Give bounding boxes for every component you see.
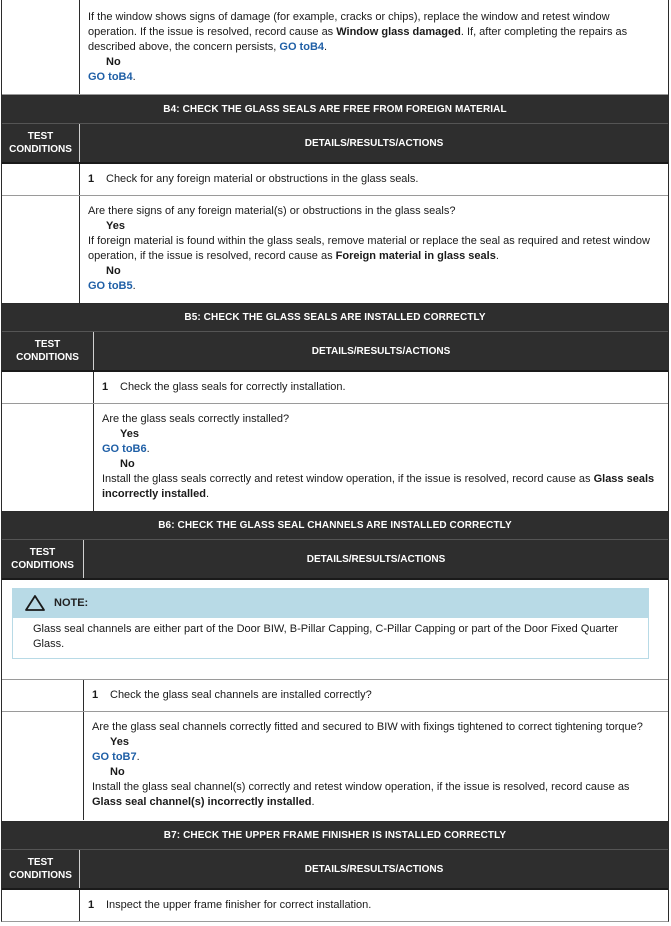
step-cell — [80, 164, 668, 195]
step-number: 1 — [92, 689, 99, 701]
goto-b4-link-2[interactable]: GO toB4 — [88, 71, 133, 83]
details-cell: Are there signs of any foreign material(s) or obstructions in the glass seals? Yes If foreign material is found within the glass seals, remove material or replace the seal as required and retest window operation, if the issue is resolved, record cause as Foreign material in glass seals. No GO toB5. — [80, 196, 668, 303]
question-text: Are the glass seal channels correctly fitted and secured to BIW with fixings tightened to correct tightening torque? — [92, 721, 643, 733]
note-body: Glass seal channels are either part of the Door BIW, B-Pillar Capping, C-Pillar Capping or part of the Door Fixed Quarter Glass. — [12, 618, 649, 659]
b4-result-row — [2, 196, 668, 303]
test-conditions-header: TEST CONDITIONS — [2, 850, 80, 888]
test-conditions-header: TEST CONDITIONS — [2, 332, 94, 370]
note-header — [12, 588, 649, 618]
details-cell: Are the glass seals correctly installed? Yes GO toB6. No Install the glass seals correctly and retest window operation, if the issue is resolved, record cause as Glass seals incorrectly installed. — [94, 404, 668, 511]
cause-label: Foreign material in glass seals — [335, 250, 496, 262]
test-conditions-cell — [2, 0, 80, 94]
goto-b4-link[interactable]: GO toB4 — [279, 41, 325, 53]
b6-table — [1, 511, 669, 821]
step-text: Check for any foreign material or obstructions in the glass seals. — [106, 173, 419, 185]
details-header: DETAILS/RESULTS/ACTIONS — [304, 863, 444, 875]
no-label: No — [106, 56, 121, 68]
step-cell — [80, 890, 668, 921]
b4-title: B4: CHECK THE GLASS SEALS ARE FREE FROM FOREIGN MATERIAL — [2, 96, 668, 124]
yes-label: Yes — [106, 220, 125, 232]
step-text: Inspect the upper frame finisher for correct installation. — [106, 899, 372, 911]
b5-table — [1, 303, 669, 511]
step-number: 1 — [102, 381, 109, 393]
b7-title: B7: CHECK THE UPPER FRAME FINISHER IS INSTALLED CORRECTLY — [2, 822, 668, 850]
b6-title: B6: CHECK THE GLASS SEAL CHANNELS ARE INSTALLED CORRECTLY — [2, 512, 668, 540]
note-label: NOTE: — [54, 597, 89, 609]
b7-header — [2, 850, 668, 890]
details-header: DETAILS/RESULTS/ACTIONS — [306, 553, 446, 565]
no-label: No — [110, 766, 125, 778]
details-header: DETAILS/RESULTS/ACTIONS — [304, 137, 444, 149]
b7-step-row — [2, 890, 668, 921]
b5-step-row — [2, 372, 668, 404]
yes-label: Yes — [120, 428, 139, 440]
yes-label: Yes — [110, 736, 129, 748]
details-header: DETAILS/RESULTS/ACTIONS — [311, 345, 451, 357]
cause-label: Glass seal channel(s) incorrectly installed — [92, 796, 312, 808]
test-conditions-cell — [2, 196, 80, 303]
b4-table — [1, 95, 669, 303]
cause-label: Glass seals incorrectly installed — [102, 473, 655, 500]
step-number: 1 — [88, 173, 95, 185]
step-text: Check the glass seal channels are installed correctly? — [110, 689, 372, 701]
warning-triangle-icon — [24, 594, 46, 612]
b5-header — [2, 332, 668, 372]
note-box — [12, 588, 649, 659]
test-conditions-cell — [2, 680, 84, 711]
b6-header — [2, 540, 668, 580]
details-cell: If the window shows signs of damage (for example, cracks or chips), replace the window and retest window operation. If the issue is resolved, record cause as Window glass damaged. If, after completing the repairs as described above, the concern persists, GO toB4. No GO toB4. — [80, 0, 668, 94]
yes-text: If foreign material is found within the glass seals, remove material or replace the seal as required and retest window operation, if the issue is resolved, record cause as — [88, 235, 650, 262]
cause-label: Window glass damaged — [336, 26, 461, 38]
b7-table — [1, 821, 669, 922]
no-text: Install the glass seal channel(s) correctly and retest window operation, if the issue is resolved, record cause as — [92, 781, 630, 793]
step-cell — [94, 372, 668, 403]
no-label: No — [120, 458, 135, 470]
no-text: Install the glass seals correctly and retest window operation, if the issue is resolved, record cause as — [102, 473, 594, 485]
result-text: If the window shows signs of damage (for example, cracks or chips), replace the window and retest window operation. If the issue is resolved, record cause as — [88, 11, 610, 38]
step-cell — [84, 680, 668, 711]
top-continuation-table — [1, 0, 669, 95]
test-conditions-header: TEST CONDITIONS — [2, 124, 80, 162]
details-cell: Are the glass seal channels correctly fitted and secured to BIW with fixings tightened to correct tightening torque? Yes GO toB7. No Install the glass seal channel(s) correctly and retest window operation, if the issue is resolved, record cause as Glass seal channel(s) incorrectly installed. — [84, 712, 668, 820]
test-conditions-cell — [2, 404, 94, 511]
b6-step-row — [2, 680, 668, 712]
b6-result-row — [2, 712, 668, 820]
step-number: 1 — [88, 899, 95, 911]
b4-header — [2, 124, 668, 164]
top-result-row — [2, 0, 668, 95]
step-text: Check the glass seals for correctly installation. — [120, 381, 346, 393]
b4-step-row — [2, 164, 668, 196]
b6-note-row — [2, 580, 668, 680]
goto-b5-link[interactable]: GO toB5 — [88, 280, 133, 292]
test-conditions-header: TEST CONDITIONS — [2, 540, 84, 578]
goto-b7-link[interactable]: GO toB7 — [92, 751, 137, 763]
test-conditions-cell — [2, 164, 80, 195]
result-text-2: . If, after completing the repairs as described above, the concern persists, — [88, 26, 628, 53]
question-text: Are the glass seals correctly installed? — [102, 413, 290, 425]
question-text: Are there signs of any foreign material(s) or obstructions in the glass seals? — [88, 205, 456, 217]
b5-result-row — [2, 404, 668, 511]
goto-b6-link[interactable]: GO toB6 — [102, 443, 147, 455]
test-conditions-cell — [2, 372, 94, 403]
test-conditions-cell — [2, 712, 84, 820]
b5-title: B5: CHECK THE GLASS SEALS ARE INSTALLED CORRECTLY — [2, 304, 668, 332]
no-label: No — [106, 265, 121, 277]
test-conditions-cell — [2, 890, 80, 921]
